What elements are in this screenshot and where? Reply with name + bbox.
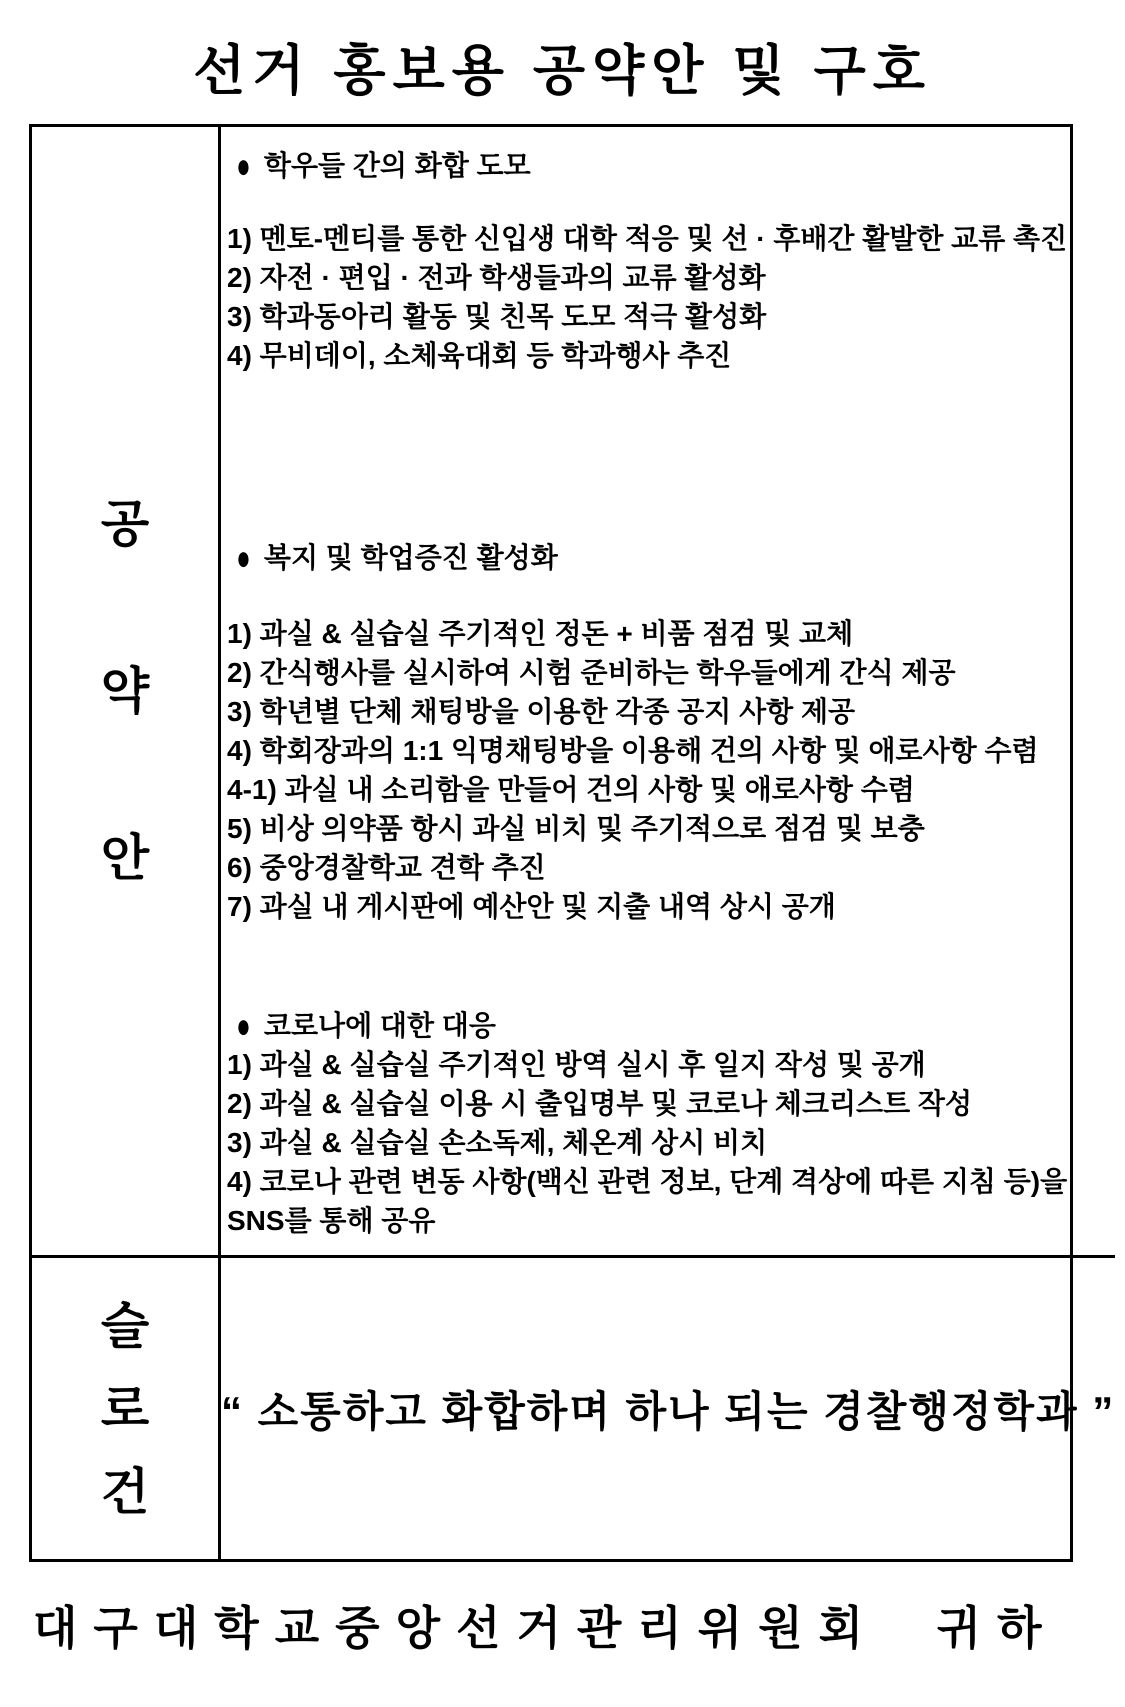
pledge-item: 1) 멘토-멘티를 통한 신입생 대학 적응 및 선 · 후배간 활발한 교류 촉진	[227, 223, 1068, 254]
pledge-section-harmony	[227, 146, 1111, 375]
bullet-icon: ●	[236, 538, 251, 577]
pledge-item: 6) 중앙경찰학교 견학 추진	[227, 852, 546, 883]
bullet-icon: ●	[236, 1006, 251, 1045]
slogan-content-cell	[221, 1258, 1115, 1559]
pledge-label-char: 공	[100, 496, 150, 552]
pledge-item: 1) 과실 & 실습실 주기적인 정돈 + 비품 점검 및 교체	[227, 618, 854, 649]
pledge-section-welfare	[227, 538, 1111, 926]
pledge-item: 4-1) 과실 내 소리함을 만들어 건의 사항 및 애로사항 수렴	[227, 774, 915, 805]
section-items	[227, 614, 1111, 926]
pledge-item: 5) 비상 의약품 항시 과실 비치 및 주기적으로 점검 및 보충	[227, 813, 925, 844]
pledge-content-cell	[221, 127, 1115, 1258]
section-items	[227, 219, 1111, 375]
slogan-text: “ 소통하고 화합하며 하나 되는 경찰행정학과 ”	[221, 1387, 1116, 1435]
bullet-icon: ●	[236, 146, 251, 185]
section-header	[227, 146, 1111, 185]
pledge-item: 4) 학회장과의 1:1 익명채팅방을 이용해 건의 사항 및 애로사항 수렴	[227, 735, 1039, 766]
pledge-item: 7) 과실 내 게시판에 예산안 및 지출 내역 상시 공개	[227, 891, 836, 922]
pledge-item: 2) 과실 & 실습실 이용 시 출입명부 및 코로나 체크리스트 작성	[227, 1088, 973, 1119]
slogan-row-label	[32, 1258, 221, 1559]
pledge-item: 3) 학과동아리 활동 및 친목 도모 적극 활성화	[227, 301, 767, 332]
section-items	[227, 1045, 1111, 1240]
slogan-label-char: 슬	[100, 1297, 150, 1354]
slogan-label-char: 건	[100, 1463, 150, 1520]
section-header-text: 학우들 간의 화합 도모	[263, 150, 531, 181]
section-header-text: 코로나에 대한 대응	[263, 1010, 496, 1041]
section-header	[227, 1006, 1111, 1045]
section-header-text: 복지 및 학업증진 활성화	[263, 542, 558, 573]
pledge-label-char: 약	[100, 663, 150, 719]
pledge-item: 3) 과실 & 실습실 손소독제, 체온계 상시 비치	[227, 1127, 768, 1158]
slogan-label-char: 로	[100, 1380, 150, 1437]
document-title: 선거 홍보용 공약안 및 구호	[193, 41, 932, 101]
section-header	[227, 538, 1111, 577]
pledge-table	[29, 124, 1116, 1562]
document-footer: 대구대학교중앙선거관리위원회 귀하	[33, 1602, 1058, 1654]
pledge-item: 3) 학년별 단체 채팅방을 이용한 각종 공지 사항 제공	[227, 696, 856, 727]
pledge-row-label	[32, 127, 221, 1258]
pledge-section-corona	[227, 1006, 1111, 1240]
pledge-item: 2) 간식행사를 실시하여 시험 준비하는 학우들에게 간식 제공	[227, 657, 956, 688]
pledge-item: 4) 코로나 관련 변동 사항(백신 관련 정보, 단계 격상에 따른 지침 등)을 SNS를 통해 공유	[227, 1166, 1068, 1236]
pledge-item: 2) 자전 · 편입 · 전과 학생들과의 교류 활성화	[227, 262, 766, 293]
pledge-label-char: 안	[100, 830, 150, 886]
pledge-item: 1) 과실 & 실습실 주기적인 방역 실시 후 일지 작성 및 공개	[227, 1049, 926, 1080]
pledge-item: 4) 무비데이, 소체육대회 등 학과행사 추진	[227, 340, 732, 371]
